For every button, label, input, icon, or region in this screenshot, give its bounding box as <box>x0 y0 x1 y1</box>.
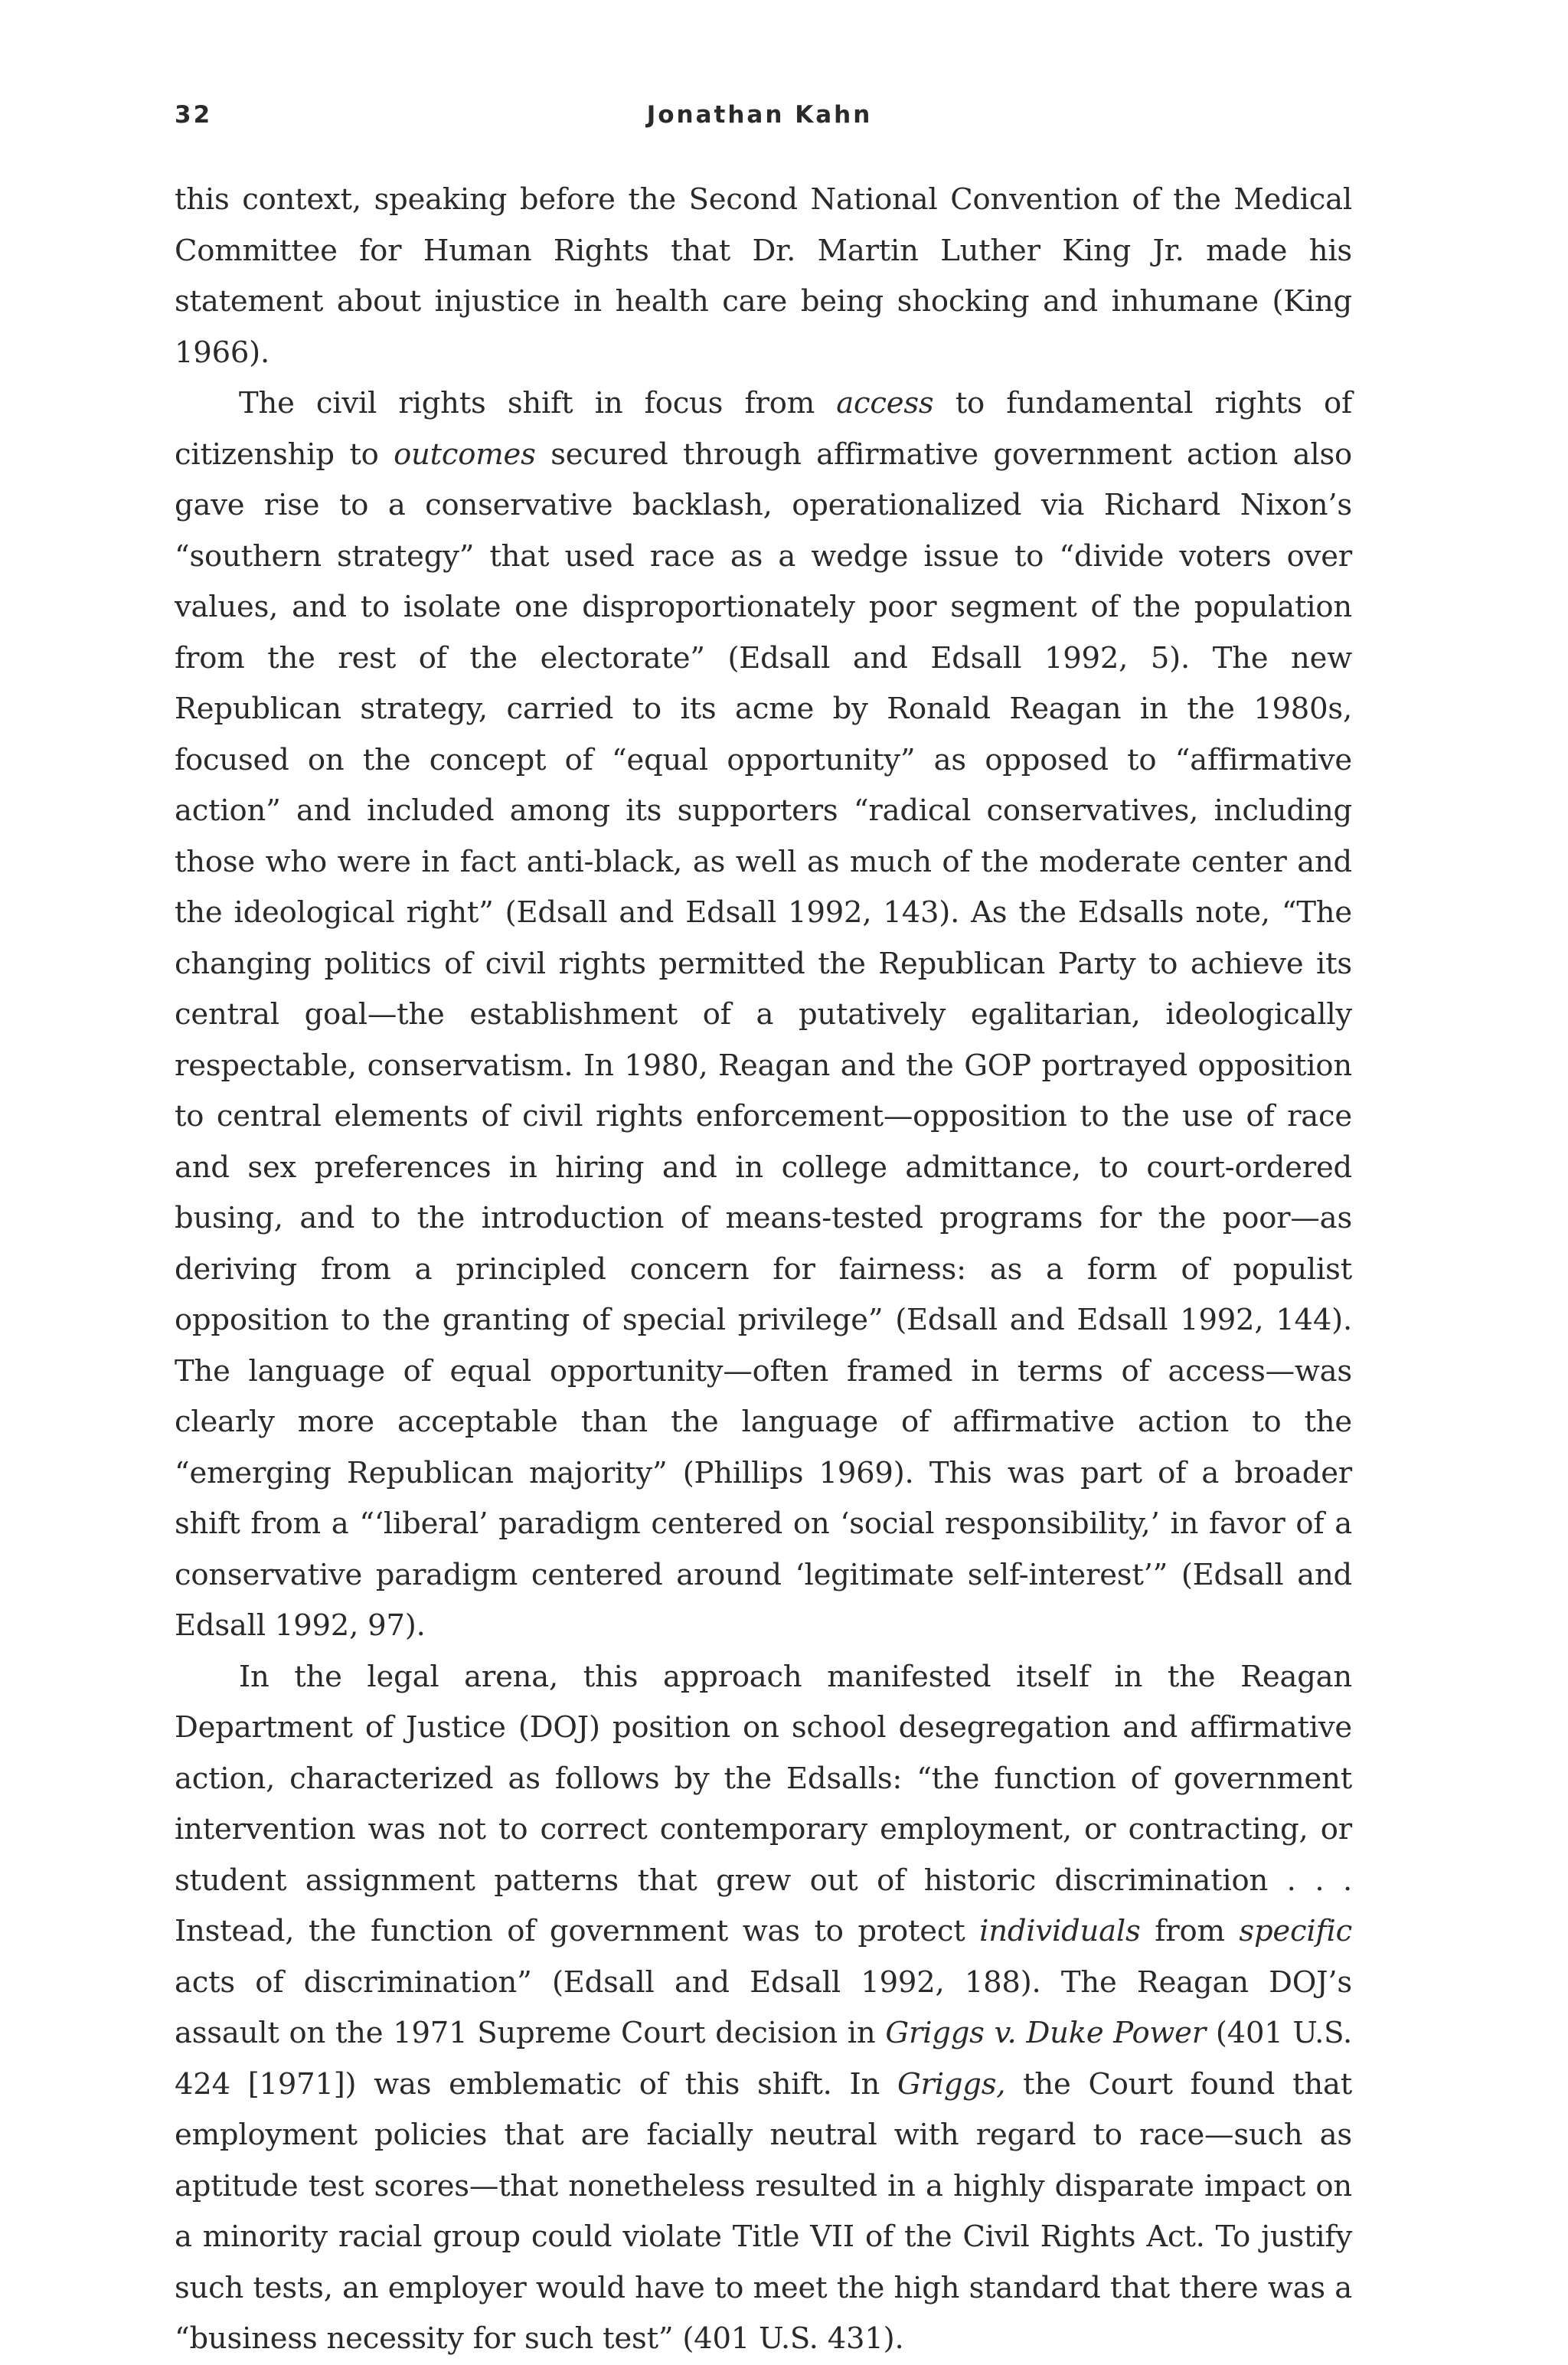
text-run: the Court found that employment policies that are facially neutral with regard to race—such as aptitude test scores—that nonetheless resulted in a highly disparate impact on a minority racial group could violate Title VII of the Civil Rights Act. To justify such tests, an employer would have to meet the high standard that there was a “business necessity for such test” (401 U.S. 431). <box>175 2066 1352 2356</box>
italic-text: Griggs v. Duke Power <box>885 2016 1206 2050</box>
text-run: secured through affirmative government action also gave rise to a conservative backlash, operationalized via Richard Nixon’s “southern strategy” that used race as a wedge issue to “divide voters over values, and to isolate one disproportionately poor segment of the population from the rest of the electorate” (Edsall and Edsall 1992, 5). The new Republican strategy, carried to its acme by Ronald Reagan in the 1980s, focused on the concept of “equal opportunity” as opposed to “affirmative action” and included among its supporters “radical conservatives, including those who were in fact anti-black, as well as much of the moderate center and the ideological right” (Edsall and Edsall 1992, 143). As the Edsalls note, “The changing politics of civil rights permitted the Republican Party to achieve its central goal—the establishment of a putatively egalitarian, ideologically respectable, conservatism. In 1980, Reagan and the GOP portrayed opposition to central elements of civil rights enforcement—opposition to the use of race and sex preferences in hiring and in college admittance, to court-ordered busing, and to the introduction of means-tested programs for the poor—as deriving from a principled concern for fairness: as a form of populist opposition to the granting of special privilege” (Edsall and Edsall 1992, 144). The language of equal opportunity—often framed in terms of access—was clearly more acceptable than the language of affirmative action to the “emerging Republican majority” (Phillips 1969). This was part of a broader shift from a “‘liberal’ paradigm centered on ‘social responsibility,’ in favor of a conservative paradigm centered around ‘legitimate self-interest’” (Edsall and Edsall 1992, 97). <box>175 437 1352 1643</box>
body-text <box>175 175 1352 2365</box>
paragraph-3 <box>175 1652 1352 2365</box>
text-run: acts of discrimination” (Edsall and Edsall 1992, 188). The Reagan DOJ’s assault on the 1971 Supreme Court decision in <box>175 1964 1352 2050</box>
text-run: to fundamental rights of citizenship to <box>175 386 1352 472</box>
text-run: (401 U.S. 424 [1971]) was emblematic of this shift. In <box>175 2016 1352 2102</box>
text-run: from <box>1140 1914 1240 1948</box>
italic-text: individuals <box>979 1914 1141 1948</box>
italic-text: Griggs, <box>897 2066 1006 2102</box>
paragraph-1 <box>175 175 1352 378</box>
text-run: The civil rights shift in focus from <box>239 386 837 420</box>
page-number: 32 <box>175 101 213 129</box>
italic-text: specific <box>1239 1914 1353 1948</box>
running-head-author: Jonathan Kahn <box>646 101 873 129</box>
text-run: In the legal arena, this approach manifested itself in the Reagan Department of Justice (DOJ) position on school desegregation and affirmative action, characterized as follows by the Edsalls: “the function of government intervention was not to correct contemporary employment, or contracting, or student assignment patterns that grew out of historic discrimination . . . Instead, the function of government was to protect <box>175 1659 1352 1948</box>
italic-text: outcomes <box>394 437 536 472</box>
italic-text: access <box>836 386 934 420</box>
paragraph-2 <box>175 378 1352 1652</box>
running-head <box>175 101 1344 138</box>
text-run: this context, speaking before the Second National Convention of the Medical Committee for Human Rights that Dr. Martin Luther King Jr. made his statement about injustice in health care being shocking and inhumane (King 1966). <box>175 182 1352 370</box>
